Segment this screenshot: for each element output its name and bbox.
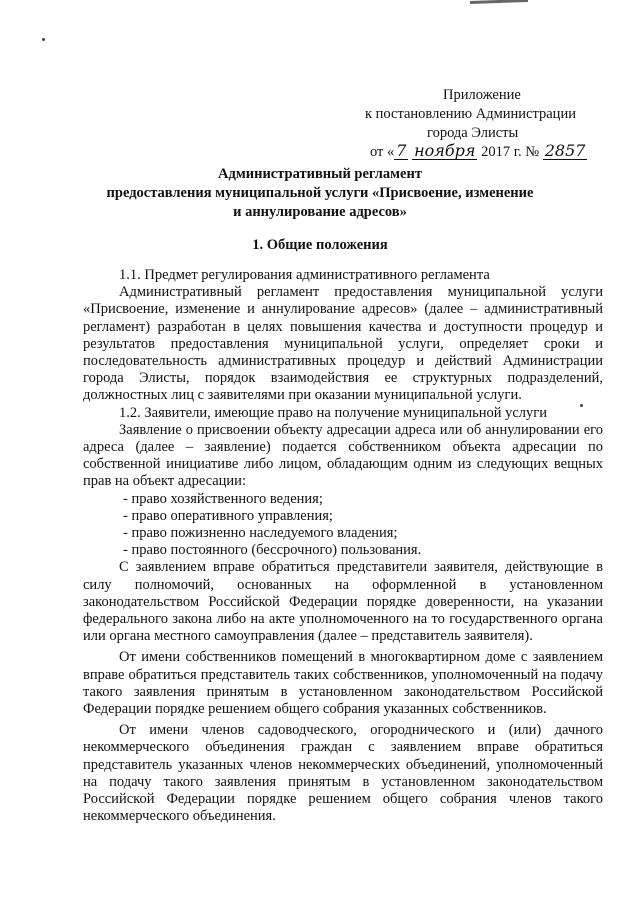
section-heading: 1. Общие положения [252,237,388,253]
rights-list-item: - право постоянного (бессрочного) пользования. [123,542,422,559]
subsection-1-2-heading: 1.2. Заявители, имеющие право на получение муниципальной услуги [119,404,547,421]
rights-list-item: - право хозяйственного ведения; [123,490,323,507]
appendix-title: Приложение [443,87,521,103]
gardeners-paragraph: От имени членов садоводческого, огороднического и (или) дачного некоммерческого объединения граждан с заявлением вправе обратиться представитель указанных членов некоммерческих объединений, уполномоченный на подачу такого заявления принятым в установленном законодательством Российской Федерации порядке решением общего собрания членов такого некоммерческого объединения. [83,722,603,825]
representatives-paragraph: С заявлением вправе обратиться представители заявителя, действующие в силу полномочий, основанных на оформленной в установленном законодательством Российской Федерации порядке доверенности, на указании федерального закона либо на акте уполномоченного на то государственного органа или органа местного самоуправления (далее – представитель заявителя). [83,559,603,645]
title-line-2: предоставления муниципальной услуги «Присвоение, изменение [106,185,534,201]
title-line-3: и аннулирование адресов» [233,204,407,220]
date-year: 2017 г. № [481,144,540,160]
rights-list-item: - право оперативного управления; [123,507,333,524]
document-body [83,267,603,826]
appendix-city: города Элисты [427,125,519,141]
appendix-header [355,86,615,162]
subsection-1-1-heading: 1.1. Предмет регулирования административного регламента [119,267,490,283]
rights-list-item: - право пожизненно наследуемого владения; [123,525,398,542]
date-prefix: от « [370,144,395,160]
owners-paragraph: От имени собственников помещений в многоквартирном доме с заявлением вправе обратиться представитель таких собственников, уполномоченный на подачу такого заявления принятым в установленном законодательством Российской Федерации порядке решением общего собрания указанных собственников. [83,649,603,718]
scan-artifact-dot [42,38,45,41]
subsection-1-2-text: Заявление о присвоении объекту адресации адреса или об аннулировании его адреса (далее – заявление) подается собственником объекта адресации по собственной инициативе либо лицом, обладающим одним из следующих вещных прав на объект адресации: [83,421,603,490]
document-title [80,165,560,222]
appendix-date-line [355,143,615,162]
handwritten-number: 2857 [544,141,586,160]
title-line-1: Административный регламент [218,166,422,182]
scan-artifact-mark [470,0,528,4]
appendix-resolution-ref: к постановлению Администрации [365,106,576,122]
handwritten-month: ноября [414,141,476,160]
subsection-1-1-text: Административный регламент предоставления муниципальной услуги «Присвоение, изменение и аннулирование адресов» (далее – административный регламент) разработан в целях повышения качества и доступности процедур и результатов предоставления муниципальной услуги, определяет сроки и последовательность административных процедур и действий Администрации города Элисты, порядок взаимодействия ее структурных подразделений, должностных лиц с заявителями при оказании муниципальной услуги. [83,284,603,404]
handwritten-day: 7 [396,141,407,160]
